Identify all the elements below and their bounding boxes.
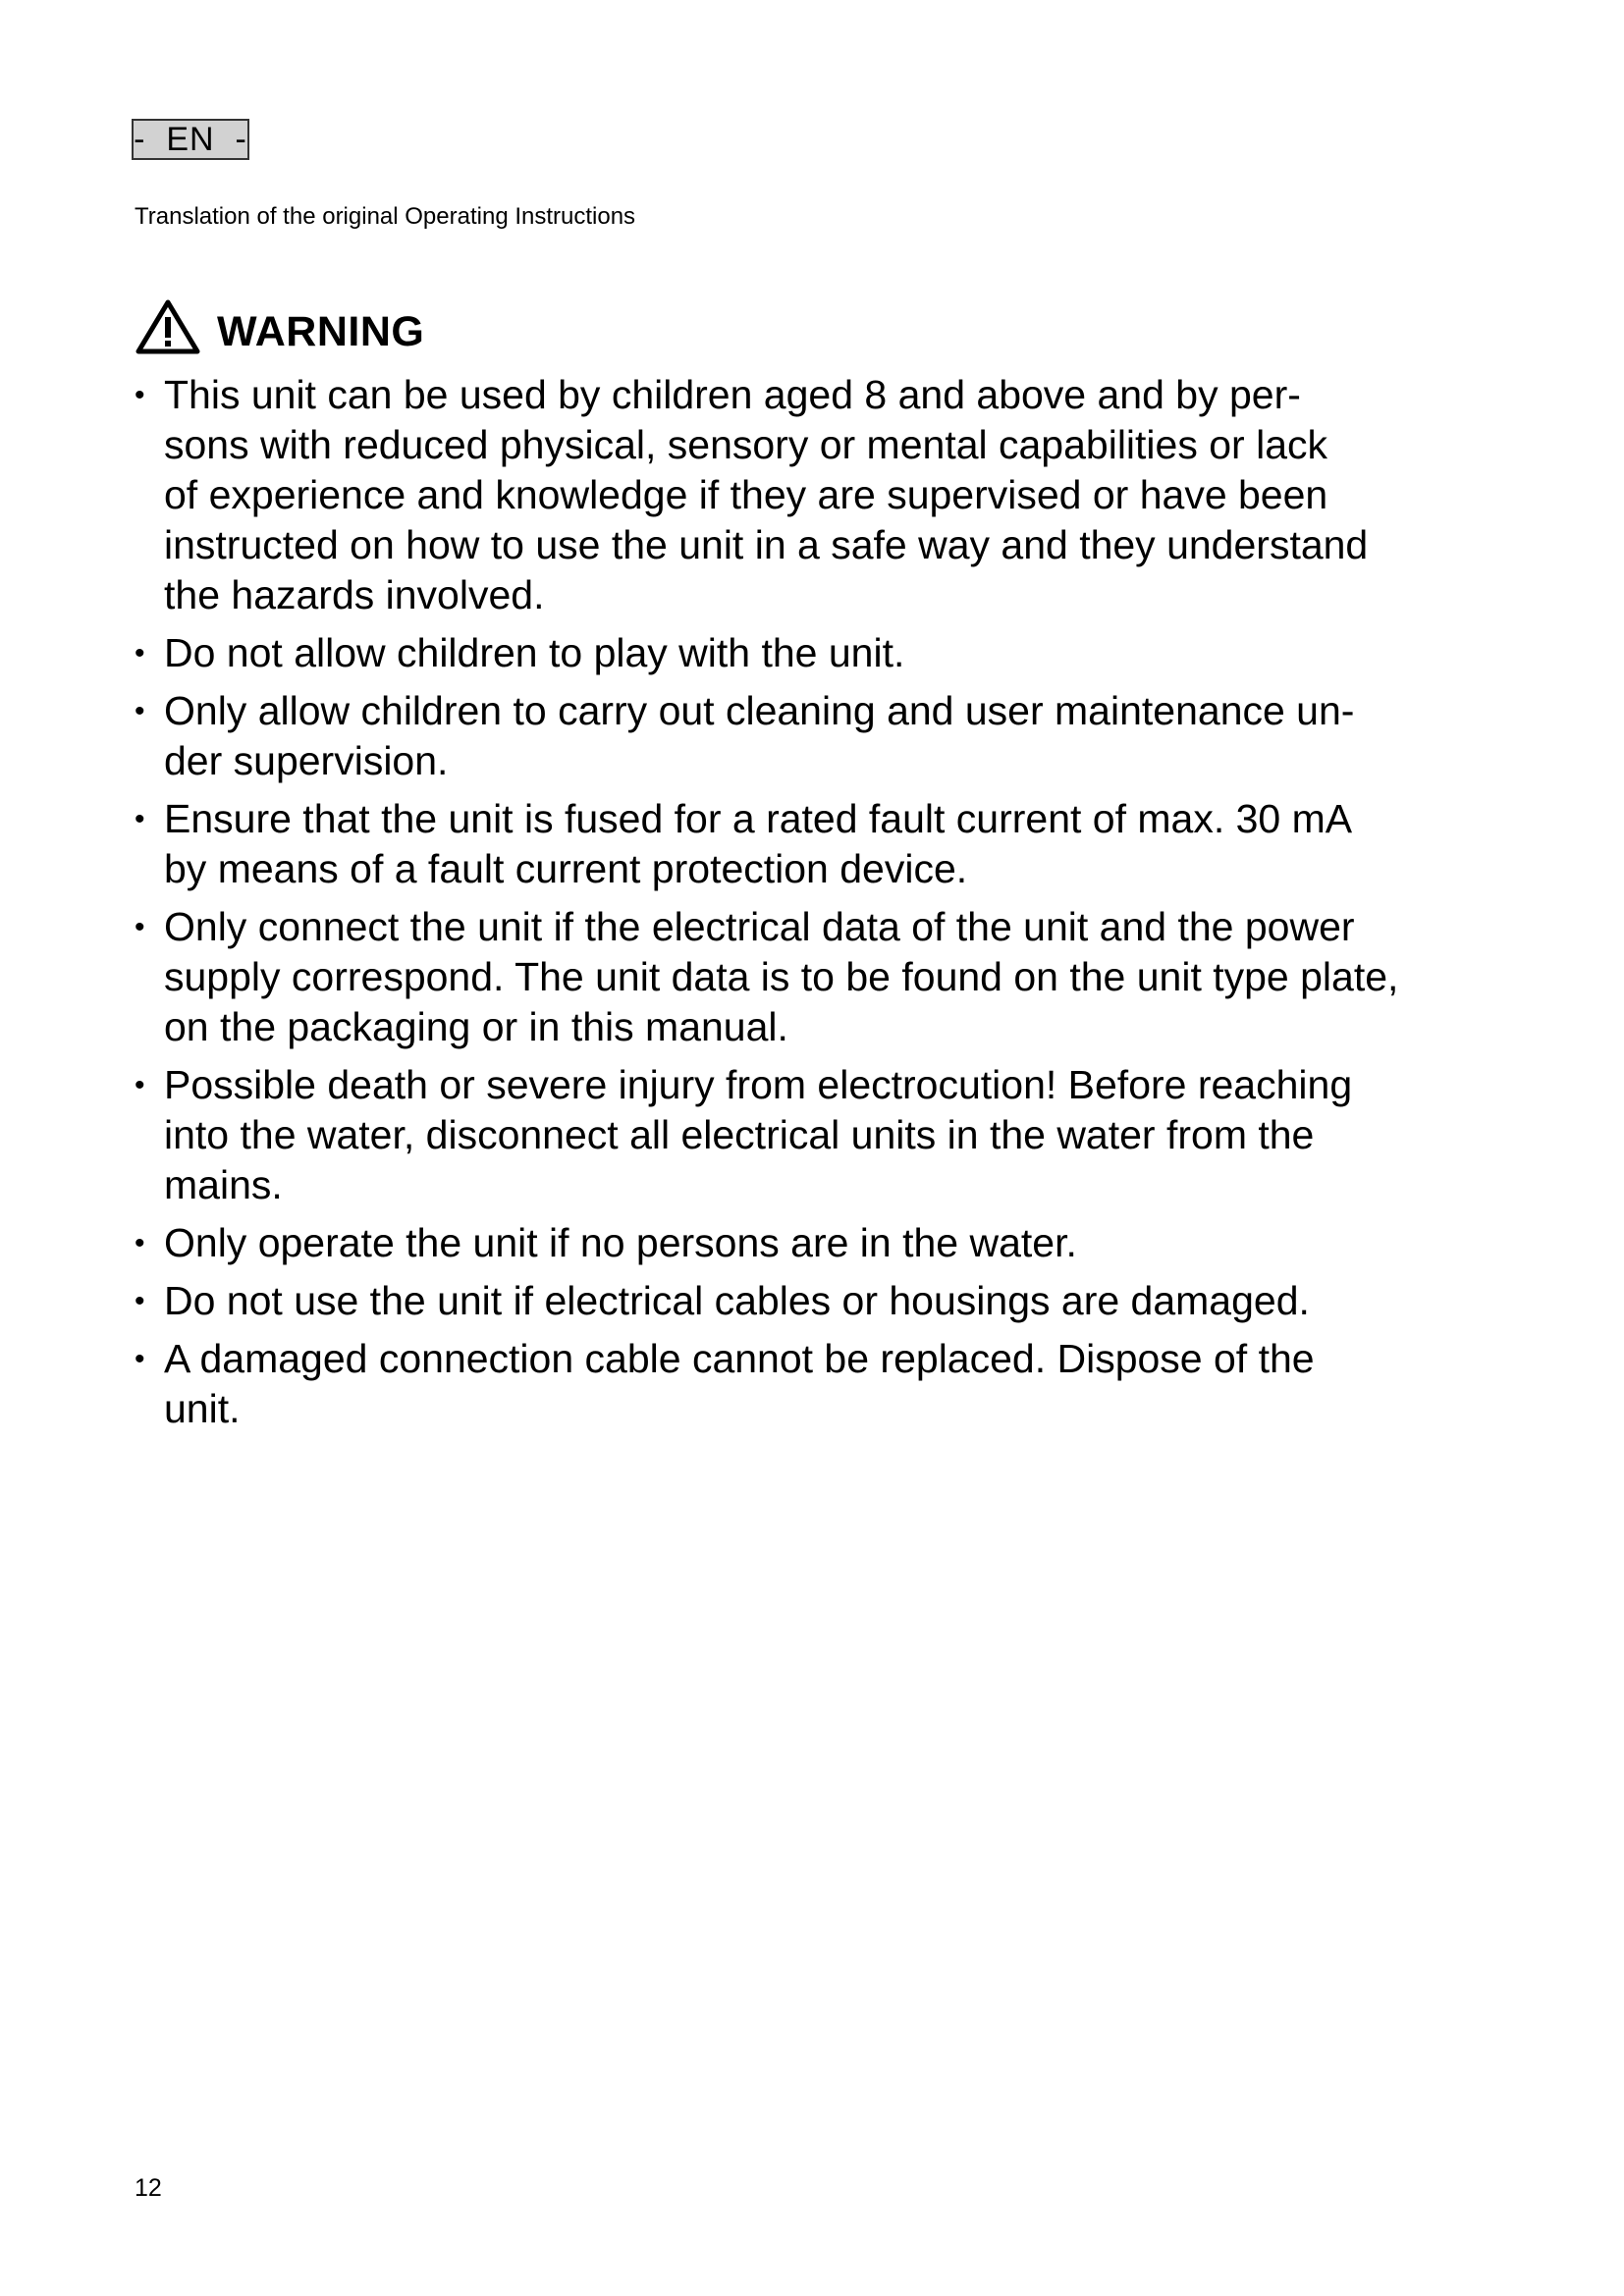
warning-item-line: Ensure that the unit is fused for a rated fault current of max. 30 mA [164,796,1353,841]
bullet-icon: • [135,695,145,727]
warning-item-line: by means of a fault current protection device. [164,846,968,891]
warning-item [135,1060,1529,1210]
bullet-icon: • [135,1227,145,1259]
warning-list [135,370,1529,1442]
document-subtitle: Translation of the original Operating Instructions [135,203,636,230]
warning-item-line: sons with reduced physical, sensory or mental capabilities or lack [164,422,1327,467]
warning-item [135,1334,1529,1434]
bullet-icon: • [135,379,145,411]
warning-item [135,686,1529,786]
warning-item-line: mains. [164,1162,283,1207]
warning-item-line: into the water, disconnect all electrical units in the water from the [164,1112,1315,1157]
warning-title: WARNING [217,308,425,355]
warning-item-line: Only allow children to carry out cleaning and user maintenance un- [164,688,1355,733]
warning-item-line: supply correspond. The unit data is to be found on the unit type plate, [164,954,1399,999]
warning-item-line: Only operate the unit if no persons are in the water. [164,1220,1077,1265]
warning-item [135,902,1529,1052]
warning-item [135,370,1529,620]
bullet-icon: • [135,1285,145,1317]
warning-triangle-icon [135,298,201,355]
bullet-icon: • [135,1343,145,1375]
bullet-icon: • [135,1069,145,1101]
bullet-icon: • [135,911,145,943]
warning-item-line: Do not allow children to play with the unit. [164,630,905,675]
bullet-icon: • [135,803,145,835]
warning-item-line: Do not use the unit if electrical cables or housings are damaged. [164,1278,1310,1323]
warning-item [135,794,1529,894]
warning-heading [135,293,424,355]
warning-item [135,1218,1529,1268]
warning-item-line: der supervision. [164,738,449,783]
warning-item-line: the hazards involved. [164,572,545,617]
warning-item [135,628,1529,678]
bullet-icon: • [135,637,145,669]
warning-item-line: unit. [164,1386,241,1431]
warning-item-line: Only connect the unit if the electrical data of the unit and the power [164,904,1355,949]
warning-item-line: Possible death or severe injury from electrocution! Before reaching [164,1062,1353,1107]
warning-item-line: This unit can be used by children aged 8 and above and by per- [164,372,1301,417]
warning-item-line: on the packaging or in this manual. [164,1004,788,1049]
warning-item-line: A damaged connection cable cannot be replaced. Dispose of the [164,1336,1315,1381]
warning-item-line: of experience and knowledge if they are supervised or have been [164,472,1328,517]
warning-item-line: instructed on how to use the unit in a safe way and they understand [164,522,1369,567]
page-number: 12 [135,2174,162,2202]
language-badge: - EN - [132,119,249,160]
warning-item [135,1276,1529,1326]
